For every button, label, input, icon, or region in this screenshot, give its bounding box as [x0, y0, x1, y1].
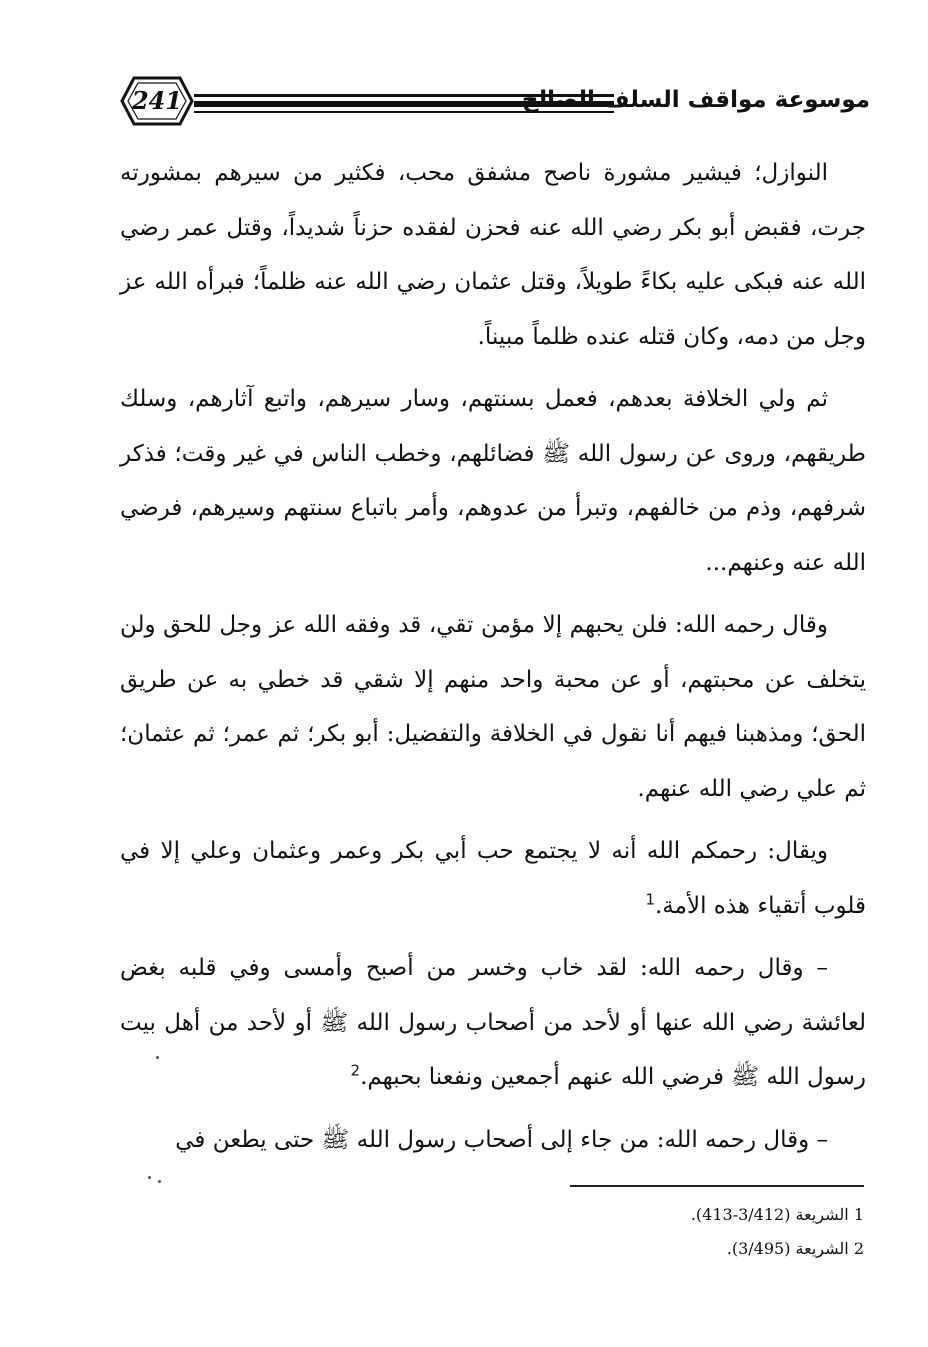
footnote-1: 1 الشريعة (3/412-413).: [690, 1205, 864, 1224]
book-title: موسوعة مواقف السلف الصالح: [521, 87, 870, 113]
paragraph-3: [120, 598, 866, 816]
page-header: [118, 72, 870, 134]
paragraph-text: وقال رحمه الله: فلن يحبهم إلا مؤمن تقي، قد وفقه الله عز وجل للحق ولن يتخلف عن محبتهم، أو عن محبة واحد منهم إلا شقي قد خطي به عن طريق الحق؛ ومذهبنا فيهم أنا نقول في الخلافة والتفضيل: أبو بكر؛ ثم عمر؛ ثم عثمان؛ ثم علي رضي الله عنهم.: [120, 612, 866, 802]
page-number: 241: [131, 86, 183, 115]
footnote-separator: [570, 1185, 864, 1187]
footnotes: [520, 1198, 864, 1266]
paragraph-6: [120, 1113, 866, 1168]
paragraph-text: النوازل؛ فيشير مشورة ناصح مشفق محب، فكثير من سيرهم بمشورته جرت، فقبض أبو بكر رضي الله عنه فحزن لفقده حزناً شديداً، وقتل عمر رضي الله عنه فبكى عليه بكاءً طويلاً، وقتل عثمان رضي الله عنه ظلماً؛ فبرأه الله عز وجل من دمه، وكان قتله عنده ظلماً مبيناً.: [120, 160, 866, 350]
scan-speck: [158, 1180, 161, 1183]
paragraph-text: – وقال رحمه الله: من جاء إلى أصحاب رسول الله ﷺ حتى يطعن في: [175, 1126, 828, 1153]
footnote-ref-2[interactable]: 2: [350, 1061, 361, 1080]
paragraph-text: ثم ولي الخلافة بعدهم، فعمل بسنتهم، وسار سيرهم، واتبع آثارهم، وسلك طريقهم، وروى عن رسول الله ﷺ فضائلهم، وخطب الناس في غير وقت؛ فذكر شرفهم، وذم من خالفهم، وتبرأ من عدوهم، وأمر باتباع سنتهم وسيرهم، فرضي الله عنه وعنهم...: [120, 386, 866, 576]
paragraph-1: [120, 146, 866, 364]
scan-speck: [148, 1176, 151, 1179]
footnote-2: 2 الشريعة (3/495).: [726, 1239, 864, 1258]
body-text: [120, 146, 866, 1175]
paragraph-text: – وقال رحمه الله: لقد خاب وخسر من أصبح وأمسى وفي قلبه بغض لعائشة رضي الله عنها أو لأحد من أصحاب رسول الله ﷺ أو لأحد من أهل بيت رسول الله ﷺ فرضي الله عنهم أجمعين ونفعنا بحبهم.: [120, 955, 866, 1090]
scan-speck: [156, 1056, 159, 1059]
paragraph-2: [120, 372, 866, 590]
paragraph-text: ويقال: رحمكم الله أنه لا يجتمع حب أبي بكر وعمر وعثمان وعلي إلا في قلوب أتقياء هذه الأمة.: [120, 838, 866, 919]
page-number-badge: [120, 76, 194, 126]
paragraph-5: [120, 941, 866, 1105]
footnote-ref-1[interactable]: 1: [645, 889, 655, 908]
paragraph-4: [120, 824, 866, 933]
